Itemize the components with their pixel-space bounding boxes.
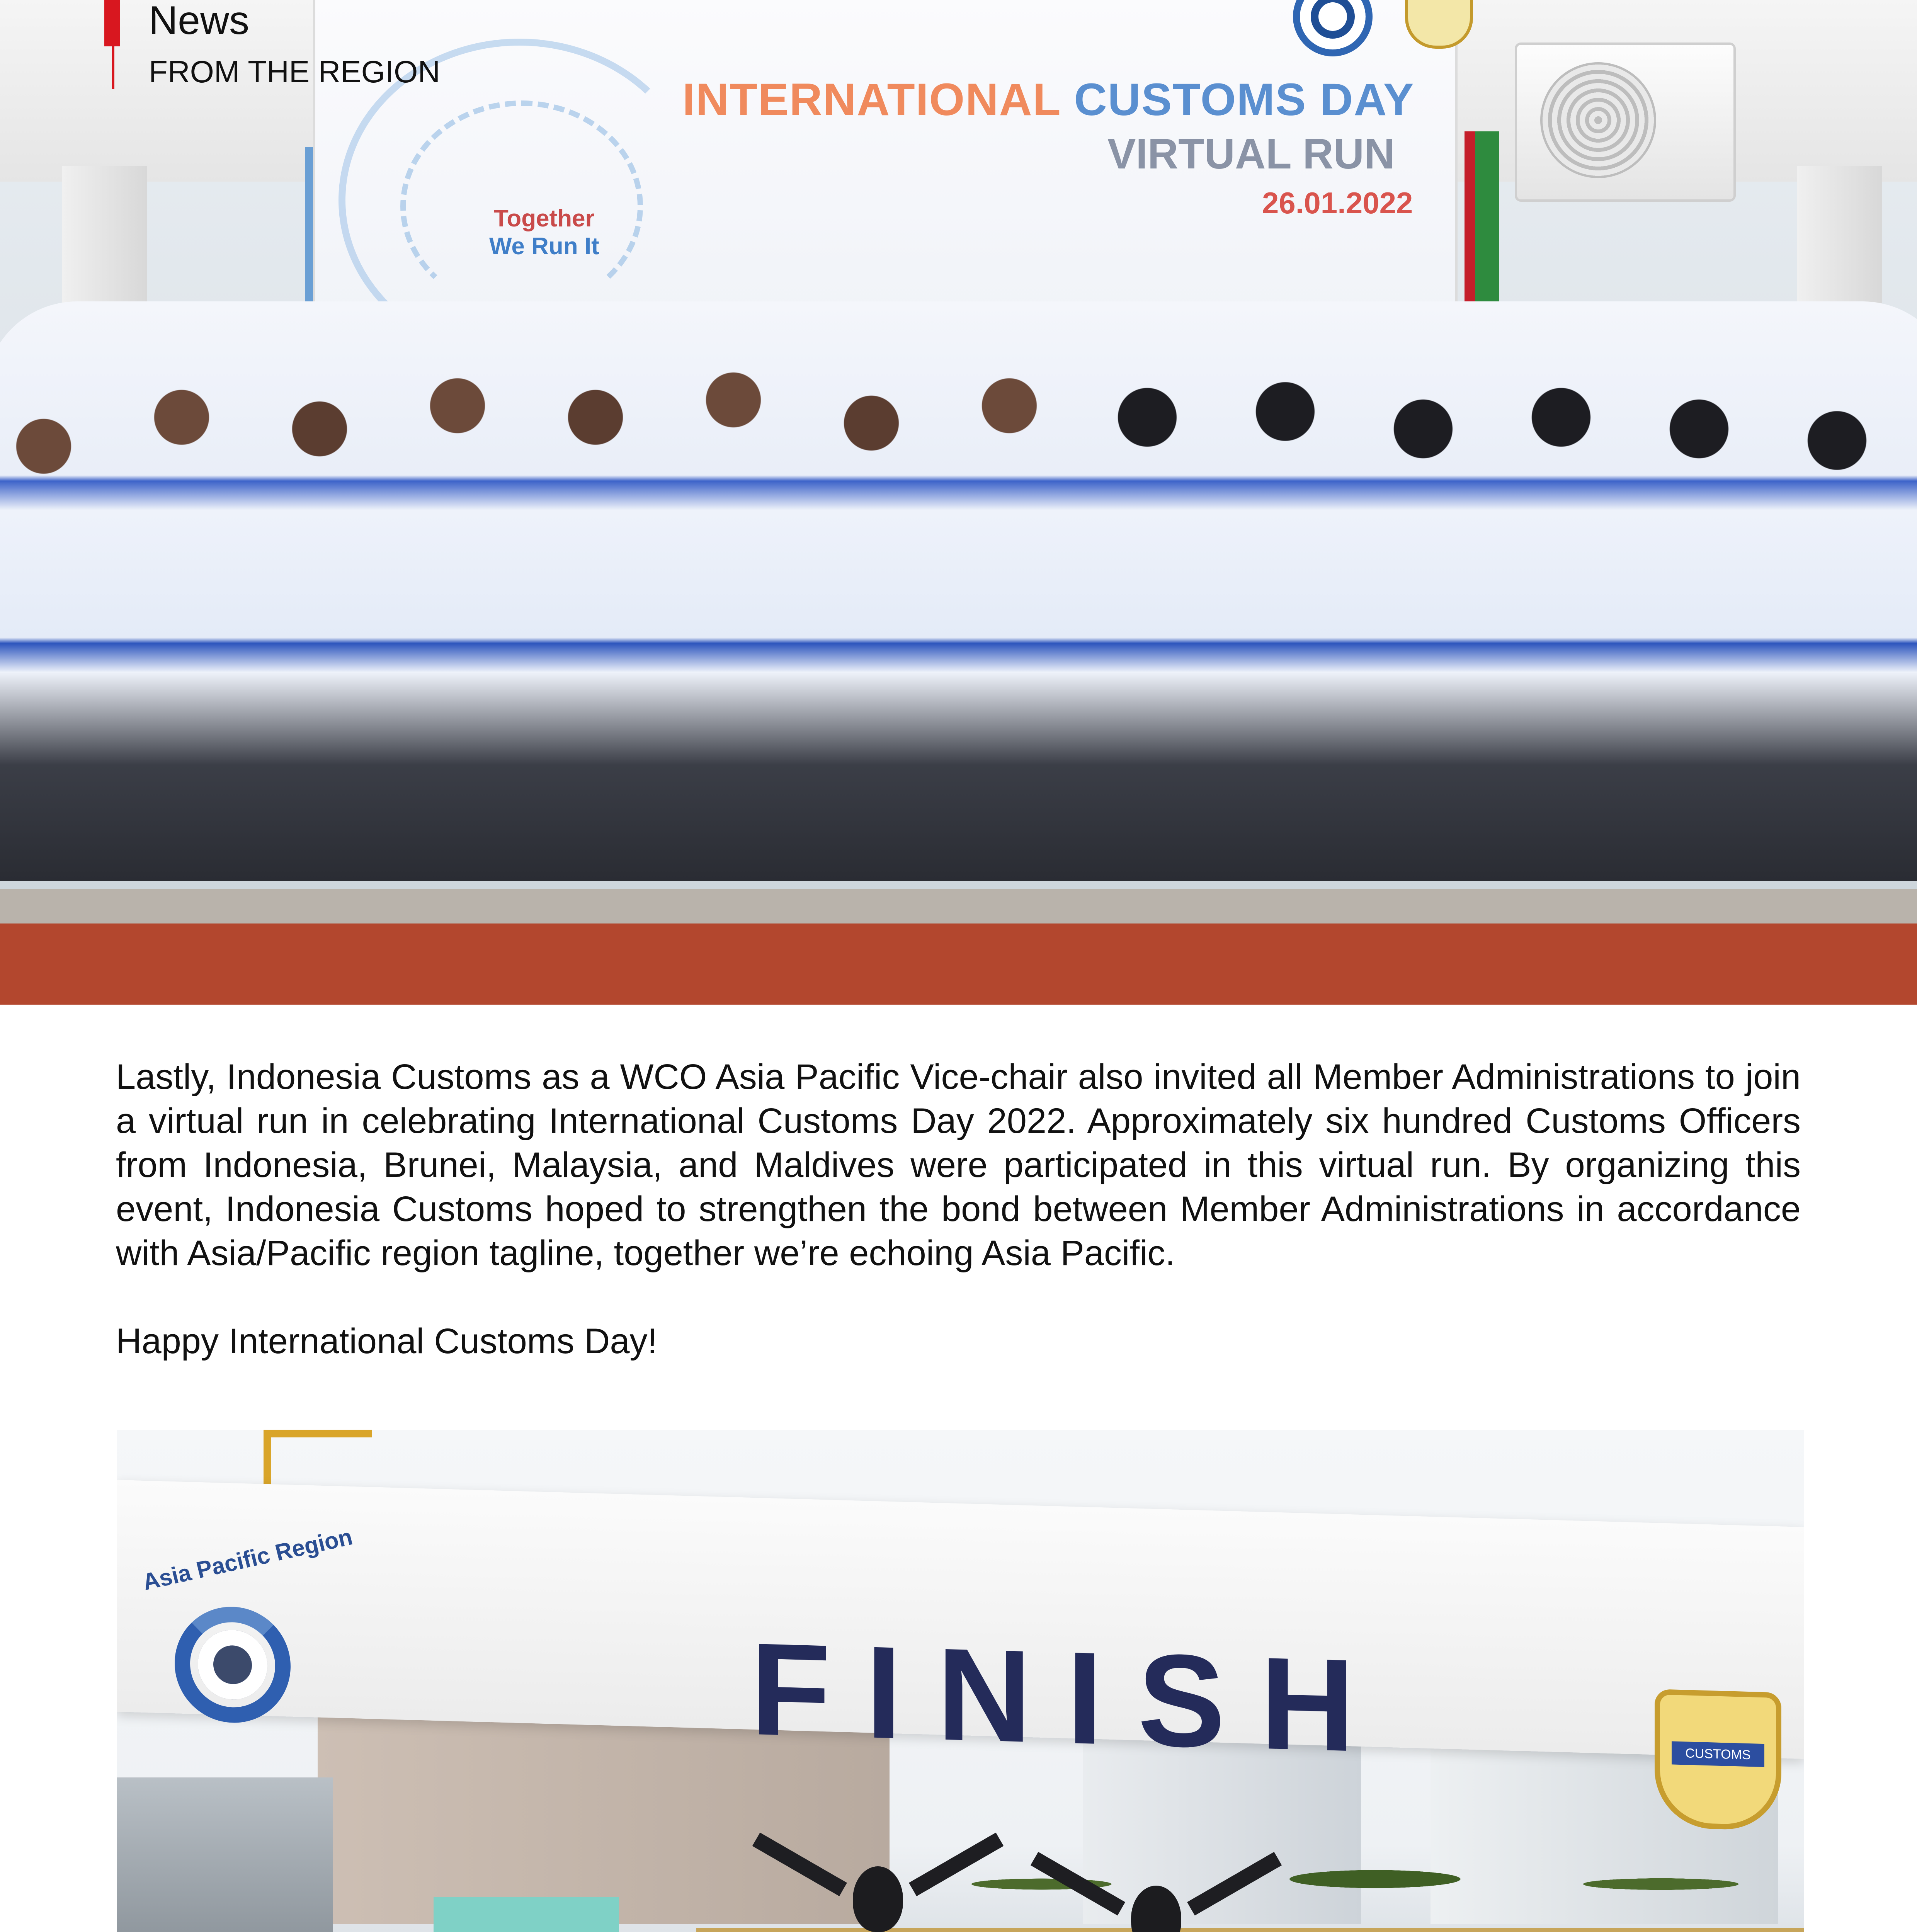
crane	[264, 1430, 372, 1492]
article-body	[116, 1055, 1801, 1363]
customs-crest-logo: CUSTOMS	[1655, 1689, 1781, 1831]
article-paragraph: Happy International Customs Day!	[116, 1321, 658, 1361]
wco-logo	[1293, 0, 1373, 56]
section-subtitle: FROM THE REGION	[149, 54, 441, 89]
finish-text: FINISH	[750, 1615, 1390, 1781]
article-paragraph: Lastly, Indonesia Customs as a WCO Asia Pacific Vice-chair also invited all Member Administrations to join a virtual run in celebrating International Customs Day 2022. Approximately six hundred Customs Officers from Indonesia, Brunei, Malaysia, and Maldives were participated in this virtual run. By organizing this event, Indonesia Customs hoped to strengthen the bond between Member Administrations in accordance with Asia/Pacific region tagline, together we’re echoing Asia Pacific.	[116, 1057, 1801, 1273]
finish-line-photo	[117, 1430, 1804, 1932]
asia-pacific-region-logo: Asia Pacific Region	[132, 1554, 341, 1737]
air-conditioner	[1515, 43, 1736, 202]
backdrop-title: INTERNATIONAL CUSTOMS DAY	[682, 74, 1415, 125]
shed	[434, 1897, 619, 1932]
backdrop-slogan: Together We Run It	[489, 205, 599, 260]
running-track	[0, 889, 1917, 1005]
backdrop-subtitle: VIRTUAL RUN	[1107, 130, 1395, 178]
finish-banner	[117, 1480, 1804, 1781]
section-title: News	[149, 0, 250, 43]
backdrop-date: 26.01.2022	[1262, 186, 1413, 220]
stadium-stands	[117, 1777, 333, 1932]
section-marker-line	[112, 46, 114, 89]
participants-group	[0, 301, 1917, 881]
section-marker	[104, 0, 120, 46]
